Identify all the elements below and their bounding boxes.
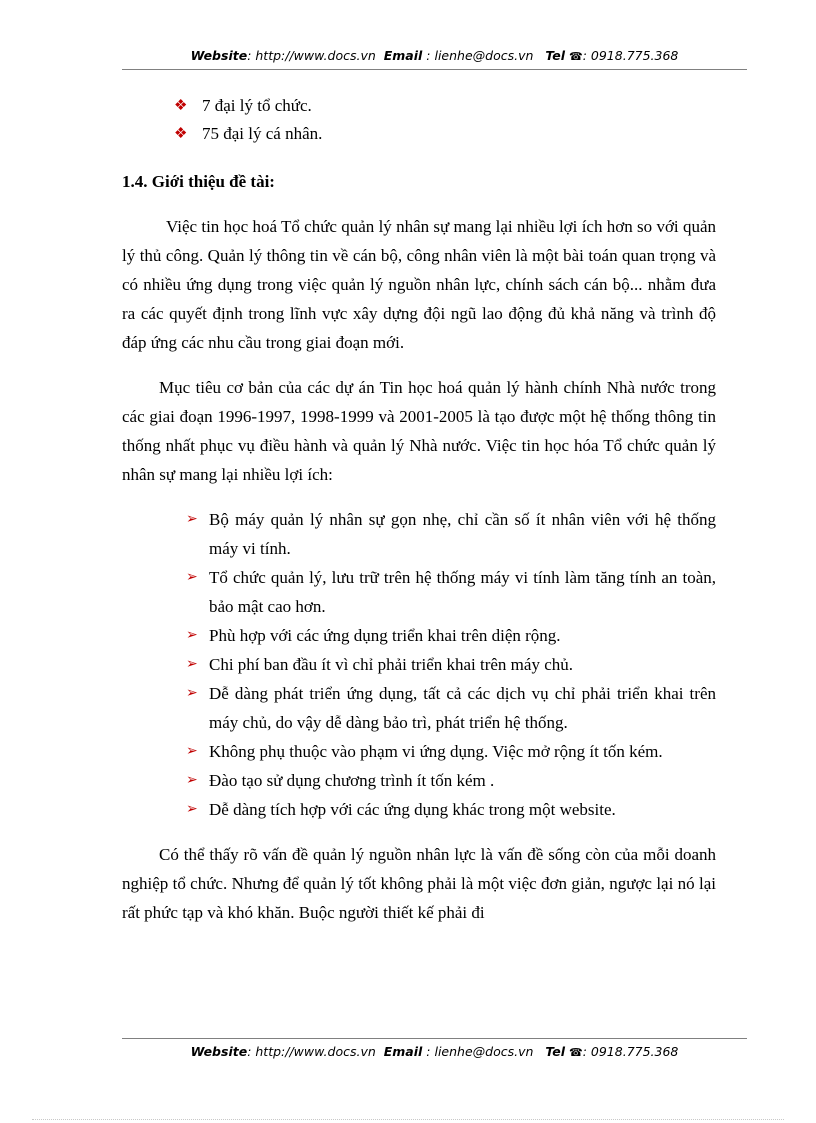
- list-item: [122, 563, 716, 621]
- footer-website-url[interactable]: : http://www.docs.vn: [247, 1044, 376, 1059]
- arrow-bullet-icon: ➢: [186, 802, 198, 817]
- list-item: [122, 120, 716, 148]
- footer-tel-value: : 0918.775.368: [582, 1044, 679, 1059]
- list-item: [122, 505, 716, 563]
- section-heading: 1.4. Giới thiệu đề tài:: [122, 172, 275, 191]
- list-item: [122, 737, 716, 766]
- diamond-bullet-icon: ❖: [174, 98, 188, 114]
- list-item-text: 7 đại lý tổ chức.: [202, 96, 312, 115]
- arrow-bullet-icon: ➢: [186, 512, 198, 527]
- arrow-bullet-icon: ➢: [186, 686, 198, 701]
- list-item: [122, 795, 716, 824]
- list-item-text: 75 đại lý cá nhân.: [202, 124, 323, 143]
- footer-email-label: Email: [383, 1044, 423, 1059]
- paragraph-conclusion: Có thể thấy rõ vấn đề quản lý nguồn nhân lực là vấn đề sống còn của mỗi doanh nghiệp tổ chức. Nhưng để quản lý tốt không phải là một việc đơn giản, ngược lại nó lại rất phức tạp và khó khăn. Buộc người thiết kế phải đi: [122, 845, 716, 922]
- page-edge-divider: [32, 1119, 784, 1120]
- list-item: [122, 650, 716, 679]
- list-item-text: Đào tạo sử dụng chương trình ít tốn kém .: [209, 771, 495, 790]
- header-website-url[interactable]: : http://www.docs.vn: [247, 48, 376, 63]
- diamond-bullet-icon: ❖: [174, 126, 188, 142]
- phone-icon: ☎: [569, 1046, 583, 1059]
- paragraph-objectives: Mục tiêu cơ bản của các dự án Tin học hoá quản lý hành chính Nhà nước trong các giai đoạn 1996-1997, 1998-1999 và 2001-2005 là tạo được một hệ thống thông tin thống nhất phục vụ điều hành và quản lý Nhà nước. Việc tin học hóa Tổ chức quản lý nhân sự mang lại nhiều lợi ích:: [122, 378, 716, 484]
- list-item: [122, 92, 716, 120]
- arrow-bullet-icon: ➢: [186, 657, 198, 672]
- arrow-bullet-icon: ➢: [186, 744, 198, 759]
- arrow-bullet-icon: ➢: [186, 628, 198, 643]
- list-item-text: Phù hợp với các ứng dụng triển khai trên diện rộng.: [209, 626, 561, 645]
- list-item-text: Tổ chức quản lý, lưu trữ trên hệ thống máy vi tính làm tăng tính an toàn, bảo mật cao hơn.: [209, 568, 716, 616]
- footer-website-label: Website: [190, 1044, 248, 1059]
- page-header: [122, 43, 747, 70]
- list-item-text: Chi phí ban đầu ít vì chỉ phải triển khai trên máy chủ.: [209, 655, 573, 674]
- footer-email-value[interactable]: : lienhe@docs.vn: [426, 1044, 534, 1059]
- phone-icon: ☎: [569, 50, 583, 63]
- document-body: [122, 92, 716, 943]
- benefits-list: [122, 505, 716, 824]
- header-email-value[interactable]: : lienhe@docs.vn: [426, 48, 534, 63]
- paragraph-intro: Việc tin học hoá Tổ chức quản lý nhân sự mang lại nhiều lợi ích hơn so với quản lý thủ công. Quản lý thông tin về cán bộ, công nhân viên là một bài toán quan trọng và có nhiều ứng dụng trong việc quản lý nguồn nhân lực, chính sách cán bộ... nhằm đưa ra các quyết định trong lĩnh vực xây dựng đội ngũ lao động đủ khả năng và trình độ đáp ứng các nhu cầu trong giai đoạn mới.: [122, 217, 716, 352]
- header-email-label: Email: [383, 48, 423, 63]
- footer-tel-label: Tel: [545, 1044, 566, 1059]
- header-website-label: Website: [190, 48, 248, 63]
- list-item-text: Bộ máy quản lý nhân sự gọn nhẹ, chỉ cần số ít nhân viên với hệ thống máy vi tính.: [209, 510, 716, 558]
- list-item: [122, 621, 716, 650]
- list-item: [122, 766, 716, 795]
- list-item-text: Dễ dàng phát triển ứng dụng, tất cả các dịch vụ chỉ phải triển khai trên máy chủ, do vậy dễ dàng bảo trì, phát triển hệ thống.: [209, 684, 716, 732]
- header-tel-value: : 0918.775.368: [582, 48, 679, 63]
- list-item-text: Dễ dàng tích hợp với các ứng dụng khác trong một website.: [209, 800, 616, 819]
- header-tel-label: Tel: [545, 48, 566, 63]
- arrow-bullet-icon: ➢: [186, 773, 198, 788]
- list-item: [122, 679, 716, 737]
- list-item-text: Không phụ thuộc vào phạm vi ứng dụng. Việc mở rộng ít tốn kém.: [209, 742, 663, 761]
- arrow-bullet-icon: ➢: [186, 570, 198, 585]
- page-footer: [122, 1038, 747, 1065]
